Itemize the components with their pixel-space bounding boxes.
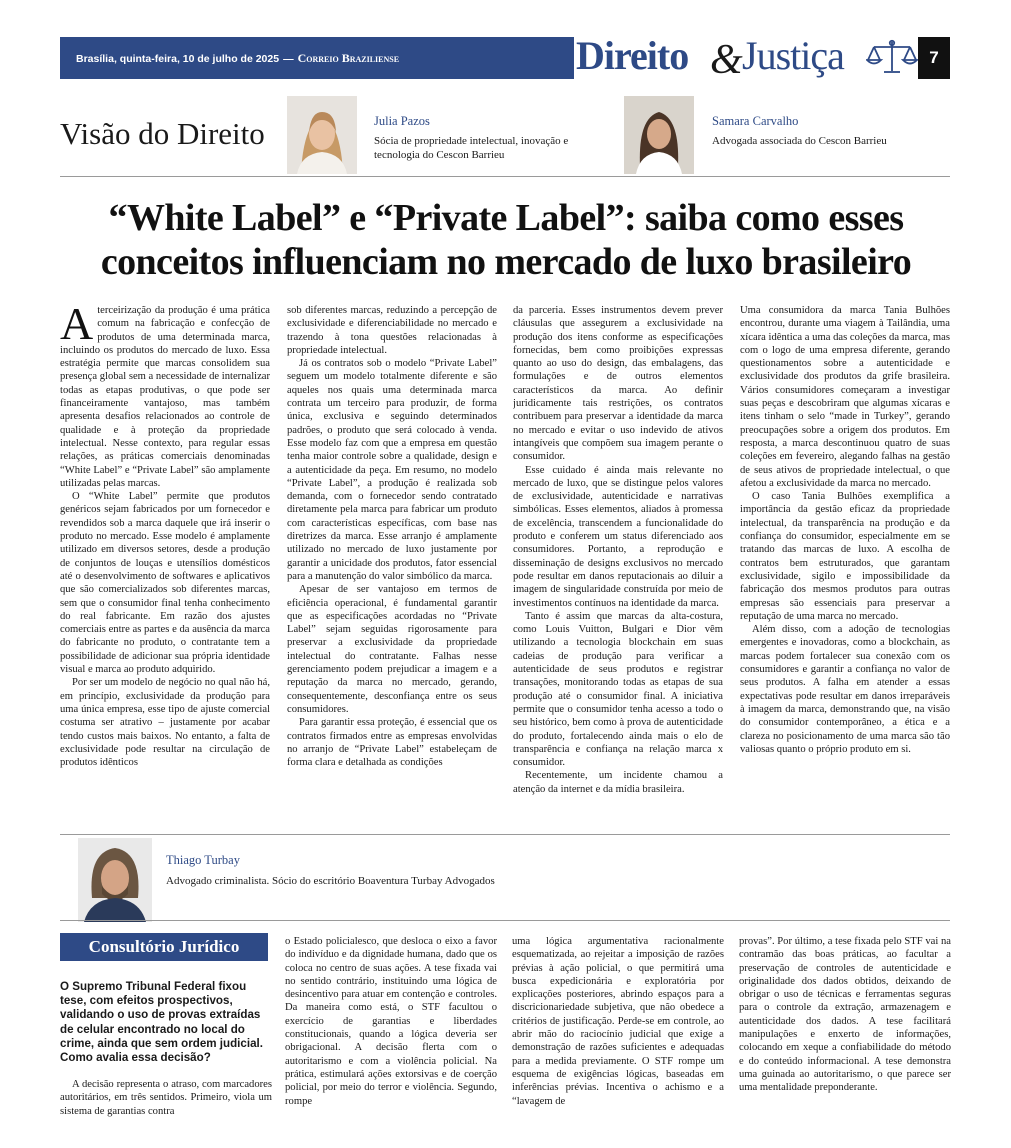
- article-paragraph: Além disso, com a adoção de tecnologias emergentes e inovadoras, como a blockchain, as marcas podem fortalecer sua conexão com os consumidores e garantir a confiança no valor de seus produtos. A falha em atender a essas expectativas pode resultar em danos irreparáveis à imagem da marca, demonstrando que, na visão do consumidor contemporâneo, a ética e a clareza no posicionamento de uma marca são tão valiosas quanto o próprio produto em si.: [740, 624, 950, 755]
- author-role-samara: Advogada associada do Cescon Barrieu: [712, 135, 887, 147]
- divider: [60, 920, 950, 921]
- brand-word-direito: Direito: [576, 33, 689, 78]
- article-paragraph: Para garantir essa proteção, é essencial que os contratos firmados entre as empresas envolvidas no arranjo de “Private Label” estabeleçam de forma clara e detalhada as condições: [287, 717, 497, 769]
- page-number: 7: [918, 37, 950, 79]
- headline-line-2: conceitos influenciam no mercado de luxo brasileiro: [100, 241, 912, 283]
- article-paragraph: Já os contratos sob o modelo “Private Label” seguem um modelo totalmente diferente e são aqueles nos quais uma determinada marca contrata um terceiro para produzir, de forma única, exclusiva e seguindo determinados padrões, o produto que será colocado à venda. Esse modelo faz com que a empresa em questão tenha maior controle sobre a qualidade, design e a autenticidade da peça. Em resumo, no modelo “Private Label”, a produção é realizada sob demanda, com o fornecedor sendo contratado diretamente pela marca para fabricar um produto com características específicas, com base nas diretrizes da marca. Esse arranjo é amplamente utilizado no mercado de luxo justamente por garantir a unicidade dos produtos, fator essencial para a manutenção do valor simbólico da marca.: [287, 358, 497, 582]
- article-column-4: [740, 304, 950, 824]
- author-role-thiago: Advogado criminalista. Sócio do escritório Boaventura Turbay Advogados: [166, 875, 495, 887]
- article-paragraph: Uma consumidora da marca Tania Bulhões encontrou, durante uma viagem à Tailândia, uma xícara idêntica a uma das coleções da marca, mas com o logo de uma empresa diferente, gerando questionamentos sobre a autenticidade e exclusividade dos produtos da grife brasileira. Vários consumidores começaram a investigar suas peças e descobriram que algumas xícaras e itens tinham o selo “made in Turkey”, gerando preocupações sobre a origem dos produtos. Em resposta, a marca descontinuou quatro de suas coleções em fevereiro, alegando falhas na gestão de seus ativos de propriedade intelectual, o que afetou a exclusividade da marca no mercado.: [740, 305, 950, 489]
- portrait-woman-icon: [287, 96, 357, 174]
- scales-of-justice-icon: [866, 38, 918, 76]
- author-name-julia: Julia Pazos: [374, 114, 430, 128]
- divider: [60, 834, 950, 835]
- divider: [60, 176, 950, 177]
- article-paragraph: da parceria. Esses instrumentos devem prever cláusulas que assegurem a exclusividade na produção dos itens conforme as especificações fornecidas, bem como proibições expressas quanto ao uso do design, das embalagens, das formulações e de outros elementos característicos da marca. Ao definir juridicamente tais restrições, os contratos contribuem para preservar a identidade da marca no mercado e evitar o uso indevido de ativos intangíveis que compõem sua imagem perante o consumidor.: [513, 305, 723, 463]
- consultorio-column-4: [739, 935, 951, 1145]
- dateline: [76, 51, 399, 66]
- portrait-man-icon: [78, 838, 152, 922]
- article-paragraph: Aterceirização da produção é uma prática comum na fabricação e confecção de produtos de uma determinada marca, incluindo os produtos do mercado de luxo. Essa estratégia permite que marcas consolidem sua presença global sem a necessidade de internalizar todas as etapas produtivas, o que pode ser financeiramente vantajoso, mas também apresenta desafios relacionados ao controle de qualidade e à proteção da propriedade intelectual. Nesse contexto, para regular essas relações, as práticas comerciais denominadas “White Label” e “Private Label” são amplamente utilizadas pelas marcas.: [60, 304, 270, 489]
- brand-ampersand: &: [710, 37, 743, 83]
- dateline-separator: —: [283, 53, 294, 65]
- consultorio-column-1: [60, 1078, 272, 1144]
- author-role-julia: Sócia de propriedade intelectual, inovação e tecnologia do Cescon Barrieu: [374, 135, 569, 161]
- drop-cap: A: [60, 304, 94, 349]
- answer-paragraph: uma lógica argumentativa racionalmente esquematizada, ao rejeitar a imposição de razões prévias à ação policial, o que permitirá uma busca expedicionária e exploratória por explicações posteriores, abrindo espaços para a discricionariedade subjetiva, que não obedece a critérios de justificação. Perde-se em controle, ao abrir mão do raciocínio judicial que exige a demonstração de razões suficientes e adequadas para a medida previamente. O STF rompe um esquema de exigências lógicas, baseadas em inferências prévias. Incentiva o achismo e a “lavagem de: [512, 936, 724, 1107]
- article-paragraph: sob diferentes marcas, reduzindo a percepção de exclusividade e diferenciabilidade no mercado e trazendo à tona questões relacionadas à propriedade intelectual.: [287, 305, 497, 356]
- consultorio-question: O Supremo Tribunal Federal fixou tese, com efeitos prospectivos, validando o uso de provas extraídas de celular encontrado no local do crime, ainda que sem ordem judicial. Como avalia essa decisão?: [60, 980, 263, 1065]
- article-paragraph: O “White Label” permite que produtos genéricos sejam fabricados por um fornecedor e revendidos sob a marca daquele que irá inserir o produto no mercado. Esse modelo é amplamente utilizado em diversos setores, desde a produção de conjuntos de louças e utensílios domésticos até o desenvolvimento de softwares e aplicativos que são comercializados sob diferentes marcas, sem que o consumidor final tenha conhecimento do real fabricante. Em razão dos ajustes comerciais entre as partes e da ausência da marca do fabricante no produto, o contratante tem a possibilidade de adicionar sua própria identidade visual e marca ao produto adquirido.: [60, 491, 270, 676]
- article-paragraph: Tanto é assim que marcas da alta-costura, como Louis Vuitton, Bulgari e Dior vêm utilizando a tecnologia blockchain em suas cadeias de produção para verificar a autenticidade de seus produtos e registrar transações, monitorando todas as etapas de sua produção até o consumidor final. A iniciativa permite que o consumidor tenha acesso a todo o seu histórico, bem como à prova de autenticidade do produto, fortalecendo ainda mais o elo de transparência e confiança na relação marca x consumidor.: [513, 610, 723, 769]
- portrait-woman-icon: [624, 96, 694, 174]
- author-name-thiago: Thiago Turbay: [166, 853, 240, 867]
- dateline-date: Brasília, quinta-feira, 10 de julho de 2025: [76, 53, 280, 65]
- section-title: Visão do Direito: [60, 116, 265, 151]
- article-paragraph: Esse cuidado é ainda mais relevante no mercado de luxo, que se distingue pelos valores de exclusividade, autenticidade e narrativas simbólicas. Esses elementos, aliados à promessa de excelência, transcendem a funcionalidade do produto e conferem um status diferenciado aos consumidores. Portanto, a reprodução e disseminação de designs exclusivos no mercado pode resultar em danos reputacionais ao diluir a imagem de singularidade construída por meio de investimentos contínuos na identidade da marca.: [513, 464, 723, 609]
- headline-line-1: “White Label” e “Private Label”: saiba como esses: [108, 197, 904, 239]
- author-photo-julia: [287, 96, 357, 174]
- consultorio-label: Consultório Jurídico: [60, 933, 268, 961]
- article-column-2: [287, 304, 497, 824]
- answer-paragraph: A decisão representa o atraso, com marcadores autoritários, em três sentidos. Primeiro, viola um sistema de garantias contra: [60, 1079, 272, 1117]
- article-paragraph: O caso Tania Bulhões exemplifica a importância da gestão eficaz da propriedade intelectual, da transparência na produção e da confiança do consumidor, especialmente em se tratando das marcas de luxo. A escolha de contratos bem estruturados, que garantam exclusividade, sigilo e impossibilidade da fabricação dos mesmos produtos para outras empresas são essenciais para preservar a reputação de uma marca no mercado.: [740, 491, 950, 622]
- article-column-3: [513, 304, 723, 824]
- answer-paragraph: o Estado policialesco, que desloca o eixo a favor do indivíduo e da dignidade humana, dado que os coloca no centro de suas ações. A tese fixada vai no sentido contrário, instituindo uma lógica de desincentivo para atuar em contenção e controles. Da maneira como está, o STF facultou o exercício de garantias e liberdades constitucionais, quando a lógica deveria ser obrigacional. A decisão flerta com o autoritarismo e com a violência policial. Na prática, estimulará ações extorsivas e de coerção policial, por meio do terror e violência. Segundo, rompe: [285, 936, 497, 1107]
- author-photo-thiago: [78, 838, 152, 922]
- article-headline: [52, 196, 960, 284]
- section-brand: [574, 33, 920, 83]
- consultorio-column-3: [512, 935, 724, 1145]
- brand-word-justica: Justiça: [742, 33, 844, 78]
- author-name-samara: Samara Carvalho: [712, 114, 799, 128]
- author-photo-samara: [624, 96, 694, 174]
- newspaper-name: Correio Braziliense: [297, 51, 400, 65]
- answer-paragraph: provas”. Por último, a tese fixada pelo STF vai na contramão das boas práticas, ao facultar a preservação de controles de autenticidade e originalidade dos dados obtidos, deixando de obrigar o uso de técnicas e ferramentas seguras para o controle da extração, armazenagem e autenticidade dos dados. A tese facilitará manipulações e enxerto de informações, colocando em xeque a confiabilidade do método e do conteúdo informacional. A tese demonstra uma guinada ao autoritarismo, o que parece ser uma mentalidade preponderante.: [739, 936, 951, 1094]
- consultorio-column-2: [285, 935, 497, 1145]
- article-column-1: [60, 304, 270, 824]
- article-paragraph: Apesar de ser vantajoso em termos de eficiência operacional, é fundamental garantir que as especificações acordadas no “Private Label” sejam seguidas rigorosamente para preservar a exclusividade da propriedade intelectual do contratante. Falhas nesse gerenciamento podem prejudicar a imagem e a reputação da marca no mercado, gerando, consequentemente, desconfiança entre os seus consumidores.: [287, 584, 497, 715]
- article-paragraph: Recentemente, um incidente chamou a atenção da internet e da mídia brasileira.: [513, 770, 723, 795]
- article-paragraph: Por ser um modelo de negócio no qual não há, em princípio, exclusividade da produção para uma única empresa, esse tipo de ajuste comercial costuma ser atrativo – justamente por acabar tendo custos mais baixos. No entanto, a falta de exclusividade pode resultar na circulação de produtos idênticos: [60, 677, 270, 769]
- page-header: [60, 33, 950, 83]
